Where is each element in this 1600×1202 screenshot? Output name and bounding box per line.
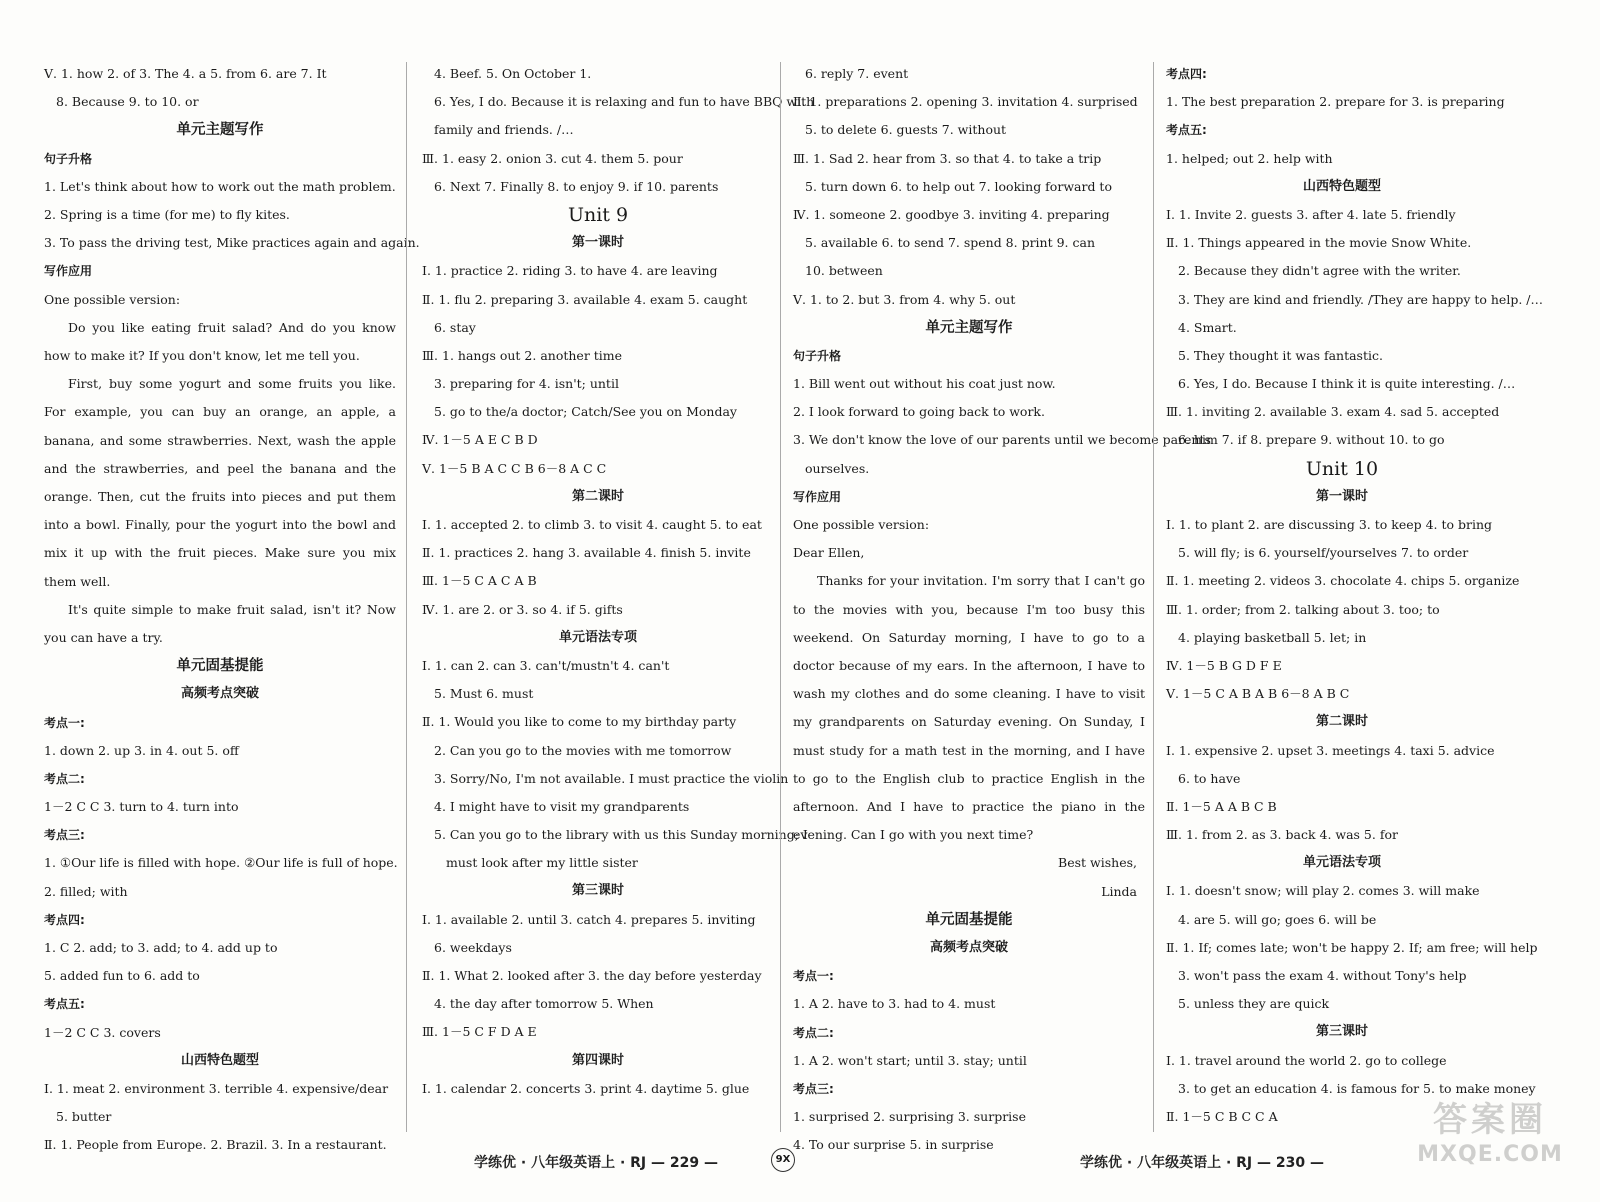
- essay-paragraph: Do you like eating fruit salad? And do you know how to make it? If you don't know, let me tell you.: [44, 319, 396, 363]
- answer-line: 3. Sorry/No, I'm not available. I must practice the violin: [434, 770, 789, 786]
- answer-line: 1. The best preparation 2. prepare for 3. is preparing: [1166, 94, 1505, 110]
- section-heading: 单元语法专项: [558, 629, 637, 645]
- subsection-label: 句子升格: [793, 348, 842, 363]
- subsection-label: 写作应用: [44, 264, 93, 279]
- answer-line: 5. go to the/a doctor; Catch/See you on Monday: [434, 404, 737, 420]
- answer-line: Linda: [1101, 883, 1137, 899]
- answer-line: 2. filled; with: [44, 883, 128, 899]
- answer-line: Ⅱ. 1. People from Europe. 2. Brazil. 3. In a restaurant.: [44, 1137, 387, 1153]
- answer-line: Ⅰ. 1. available 2. until 3. catch 4. prepares 5. inviting: [422, 911, 756, 927]
- answer-line: 2. Because they didn't agree with the writer.: [1178, 263, 1461, 279]
- answer-line: 1－2 C C 3. turn to 4. turn into: [44, 799, 239, 815]
- answer-line: 2. Spring is a time (for me) to fly kites.: [44, 206, 290, 222]
- answer-line: Ⅲ. 1. hangs out 2. another time: [422, 347, 623, 363]
- answer-line: 5. available 6. to send 7. spend 8. print 9. can: [805, 235, 1096, 251]
- answer-line: Ⅲ. 1. order; from 2. talking about 3. too; to: [1166, 601, 1440, 617]
- answer-line: Ⅰ. 1. expensive 2. upset 3. meetings 4. taxi 5. advice: [1166, 742, 1495, 758]
- answer-line: 6. him 7. if 8. prepare 9. without 10. to go: [1178, 432, 1445, 448]
- section-heading: 山西特色题型: [180, 1052, 259, 1068]
- watermark-cn: 答案圈: [1433, 1100, 1547, 1140]
- answer-line: Ⅱ. 1. Would you like to come to my birthday party: [422, 714, 737, 730]
- answer-line: Ⅰ. 1. to plant 2. are discussing 3. to keep 4. to bring: [1166, 517, 1493, 532]
- subsection-label: 考点一:: [793, 969, 834, 984]
- answer-line: 8. Because 9. to 10. or: [56, 94, 199, 110]
- publisher-mark: 9X: [771, 1148, 795, 1172]
- answer-line: 3. preparing for 4. isn't; until: [434, 376, 619, 392]
- answer-line: 6. to have: [1178, 770, 1241, 786]
- answer-line: 6. Next 7. Finally 8. to enjoy 9. if 10. parents: [434, 178, 719, 194]
- answer-line: 10. between: [805, 263, 883, 279]
- answer-line: 4. playing basketball 5. let; in: [1178, 629, 1367, 645]
- answer-line: 4. the day after tomorrow 5. When: [434, 996, 654, 1012]
- answer-line: 1. C 2. add; to 3. add; to 4. add up to: [44, 940, 278, 955]
- answer-column-1: [44, 60, 420, 1160]
- answer-line: 5. turn down 6. to help out 7. looking forward to: [805, 178, 1112, 194]
- answer-line: 1. ①Our life is filled with hope. ②Our life is full of hope.: [44, 855, 398, 871]
- answer-line: 6. reply 7. event: [805, 66, 909, 81]
- subsection-label: 考点五:: [1166, 123, 1207, 138]
- section-heading: 单元语法专项: [1302, 855, 1381, 871]
- section-heading: 山西特色题型: [1302, 178, 1381, 194]
- section-heading: 第二课时: [1315, 714, 1368, 730]
- answer-line: 3. To pass the driving test, Mike practices again and again.: [44, 235, 420, 251]
- column-divider: [780, 62, 781, 1132]
- answer-line: 5. will fly; is 6. yourself/yourselves 7. to order: [1178, 545, 1469, 561]
- answer-line: One possible version:: [44, 291, 181, 307]
- essay-paragraph: First, buy some yogurt and some fruits you like. For example, you can buy an orange, an apple, a banana, and some strawberries. Next, wash the apple and the strawberries, and peel the banana and the orange. Then, cut the fruits into pieces and put them into a bowl. Finally, pour the yogurt into the bowl and mix it up with the fruit pieces. Make sure you mix them well.: [44, 376, 396, 589]
- answer-line: 1. helped; out 2. help with: [1166, 150, 1333, 166]
- section-heading: 第四课时: [571, 1052, 624, 1068]
- answer-line: Ⅱ. 1. flu 2. preparing 3. available 4. exam 5. caught: [422, 291, 748, 307]
- answer-line: Ⅱ. 1. practices 2. hang 3. available 4. finish 5. invite: [422, 545, 751, 561]
- subsection-label: 考点二:: [793, 1025, 834, 1040]
- answer-line: 4. are 5. will go; goes 6. will be: [1178, 911, 1377, 927]
- answer-line: Ⅲ. 1－5 C F D A E: [422, 1024, 537, 1040]
- answer-line: Ⅱ. 1. meeting 2. videos 3. chocolate 4. chips 5. organize: [1166, 573, 1520, 589]
- answer-line: Ⅱ. 1－5 A A B C B: [1166, 798, 1277, 814]
- section-heading: 高频考点突破: [929, 939, 1008, 955]
- answer-line: Ⅰ. 1. doesn't snow; will play 2. comes 3. will make: [1166, 883, 1480, 899]
- answer-line: must look after my little sister: [446, 855, 638, 871]
- answer-line: family and friends. /…: [434, 122, 574, 138]
- section-heading: 高频考点突破: [180, 686, 259, 702]
- subsection-label: 考点三:: [44, 828, 85, 843]
- answer-line: 4. To our surprise 5. in surprise: [793, 1137, 994, 1153]
- answer-line: Ⅳ. 1. someone 2. goodbye 3. inviting 4. preparing: [793, 206, 1110, 222]
- answer-line: One possible version:: [793, 517, 930, 532]
- answer-line: Ⅲ. 1. from 2. as 3. back 4. was 5. for: [1166, 827, 1398, 843]
- subsection-label: 考点四:: [44, 912, 85, 927]
- column-divider: [1153, 62, 1154, 1132]
- answer-line: Ⅳ. 1－5 B G D F E: [1166, 657, 1282, 673]
- answer-line: Ⅰ. 1. travel around the world 2. go to college: [1166, 1052, 1447, 1068]
- answer-line: 1. A 2. won't start; until 3. stay; until: [793, 1052, 1027, 1068]
- answer-line: Ⅴ. 1－5 C A B A B 6－8 A B C: [1166, 686, 1350, 702]
- answer-line: Ⅰ. 1. accepted 2. to climb 3. to visit 4. caught 5. to eat: [422, 517, 762, 532]
- answer-line: 5. unless they are quick: [1178, 996, 1330, 1012]
- answer-line: 1. surprised 2. surprising 3. surprise: [793, 1109, 1026, 1125]
- answer-line: Ⅴ. 1. how 2. of 3. The 4. a 5. from 6. are 7. It: [44, 66, 327, 81]
- answer-line: 1－2 C C 3. covers: [44, 1024, 161, 1040]
- unit-heading: Unit 9: [567, 203, 629, 226]
- subsection-label: 考点三:: [793, 1081, 834, 1096]
- answer-line: ourselves.: [805, 460, 870, 476]
- answer-line: Best wishes,: [1058, 855, 1137, 871]
- answer-line: 6. weekdays: [434, 939, 512, 955]
- answer-column-4: [1166, 60, 1543, 1131]
- section-heading: 单元固基提能: [925, 911, 1013, 928]
- watermark: [1390, 1098, 1590, 1178]
- answer-line: Ⅴ. 1－5 B A C C B 6－8 A C C: [422, 460, 607, 476]
- answer-line: 6. Yes, I do. Because I think it is quite interesting. /…: [1178, 376, 1516, 392]
- answer-line: 5. butter: [56, 1109, 112, 1125]
- answer-line: 1. Bill went out without his coat just now.: [793, 376, 1056, 392]
- section-heading: 第二课时: [571, 488, 624, 504]
- answer-line: Ⅱ. 1. What 2. looked after 3. the day before yesterday: [422, 968, 762, 983]
- essay-paragraph: It's quite simple to make fruit salad, isn't it? Now you can have a try.: [44, 601, 396, 645]
- answer-line: Ⅱ. 1. preparations 2. opening 3. invitation 4. surprised: [793, 94, 1138, 110]
- answer-line: Ⅲ. 1. Sad 2. hear from 3. so that 4. to take a trip: [793, 150, 1102, 166]
- unit-heading: Unit 10: [1305, 457, 1379, 480]
- answer-line: 6. stay: [434, 319, 476, 335]
- answer-line: Ⅴ. 1. to 2. but 3. from 4. why 5. out: [793, 291, 1016, 307]
- answer-line: 1. Let's think about how to work out the math problem.: [44, 178, 396, 194]
- subsection-label: 考点四:: [1166, 67, 1207, 81]
- answer-line: 5. Must 6. must: [434, 686, 534, 702]
- column-divider: [406, 62, 407, 1132]
- answer-line: Ⅲ. 1－5 C A C A B: [422, 573, 537, 589]
- answer-line: 4. I might have to visit my grandparents: [434, 798, 690, 814]
- subsection-label: 写作应用: [793, 489, 842, 504]
- answer-line: Ⅰ. 1. Invite 2. guests 3. after 4. late 5. friendly: [1166, 206, 1456, 222]
- answer-line: 5. Can you go to the library with us this Sunday morning; I: [434, 827, 808, 843]
- answer-line: 5. They thought it was fantastic.: [1178, 347, 1383, 363]
- answer-line: 5. added fun to 6. add to: [44, 968, 200, 984]
- answer-line: 1. down 2. up 3. in 4. out 5. off: [44, 742, 239, 758]
- answer-line: Ⅰ. 1. practice 2. riding 3. to have 4. are leaving: [422, 263, 718, 279]
- answer-line: Ⅲ. 1. inviting 2. available 3. exam 4. sad 5. accepted: [1166, 404, 1500, 420]
- answer-line: 4. Beef. 5. On October 1.: [434, 66, 592, 81]
- watermark-url: MXQE.COM: [1417, 1142, 1563, 1167]
- answer-line: Ⅳ. 1. are 2. or 3. so 4. if 5. gifts: [422, 601, 623, 617]
- answer-line: Ⅱ. 1－5 C B C C A: [1166, 1108, 1278, 1124]
- answer-line: 6. Yes, I do. Because it is relaxing and fun to have BBQ with: [434, 94, 815, 110]
- answer-line: Ⅰ. 1. can 2. can 3. can't/mustn't 4. can't: [422, 657, 670, 673]
- answer-line: 5. to delete 6. guests 7. without: [805, 122, 1007, 138]
- answer-line: Ⅳ. 1－5 A E C B D: [422, 432, 538, 448]
- subsection-label: 句子升格: [44, 151, 93, 166]
- subsection-label: 考点一:: [44, 715, 85, 730]
- section-heading: 第三课时: [1315, 1024, 1368, 1040]
- page-footer-left: 学练优 · 八年级英语上 · RJ — 229 —: [474, 1155, 718, 1171]
- answer-line: 3. They are kind and friendly. /They are happy to help. /…: [1178, 291, 1543, 307]
- answer-line: 3. to get an education 4. is famous for 5. to make money: [1178, 1080, 1536, 1096]
- answer-line: Ⅰ. 1. meat 2. environment 3. terrible 4. expensive/dear: [44, 1080, 389, 1096]
- answer-line: 2. Can you go to the movies with me tomorrow: [434, 742, 732, 758]
- answer-line: 2. I look forward to going back to work.: [793, 404, 1045, 420]
- answer-line: Ⅱ. 1. If; comes late; won't be happy 2. If; am free; will help: [1166, 939, 1538, 955]
- answer-line: Ⅱ. 1. Things appeared in the movie Snow White.: [1166, 235, 1472, 251]
- section-heading: 第一课时: [571, 235, 624, 251]
- answer-line: 1. A 2. have to 3. had to 4. must: [793, 996, 996, 1012]
- page-footer-right: 学练优 · 八年级英语上 · RJ — 230 —: [1080, 1155, 1324, 1171]
- section-heading: 单元固基提能: [176, 658, 264, 675]
- section-heading: 第一课时: [1315, 488, 1368, 504]
- section-heading: 单元主题写作: [925, 319, 1013, 336]
- subsection-label: 考点五:: [44, 997, 85, 1012]
- section-heading: 第三课时: [571, 883, 624, 899]
- answer-line: 4. Smart.: [1178, 319, 1237, 335]
- section-heading: 单元主题写作: [176, 122, 264, 139]
- answer-line: 3. won't pass the exam 4. without Tony's help: [1178, 968, 1467, 983]
- answer-line: 3. We don't know the love of our parents until we become parents: [793, 432, 1211, 448]
- answer-line: Ⅲ. 1. easy 2. onion 3. cut 4. them 5. pour: [422, 150, 683, 166]
- answer-line: Ⅰ. 1. calendar 2. concerts 3. print 4. daytime 5. glue: [422, 1080, 750, 1096]
- subsection-label: 考点二:: [44, 771, 85, 786]
- answer-line: Dear Ellen,: [793, 545, 865, 561]
- essay-paragraph: Thanks for your invitation. I'm sorry that I can't go to the movies with you, because I'm too busy this weekend. On Saturday morning, I have to go to a doctor because of my ears. In the afternoon, I have to wash my clothes and do some cleaning. I have to visit my grandparents on Saturday evening. On Sunday, I must study for a math test in the morning, and I have to go to the English club to practice English in the afternoon. And I have to practice the piano in the evening. Can I go with you next time?: [793, 573, 1145, 843]
